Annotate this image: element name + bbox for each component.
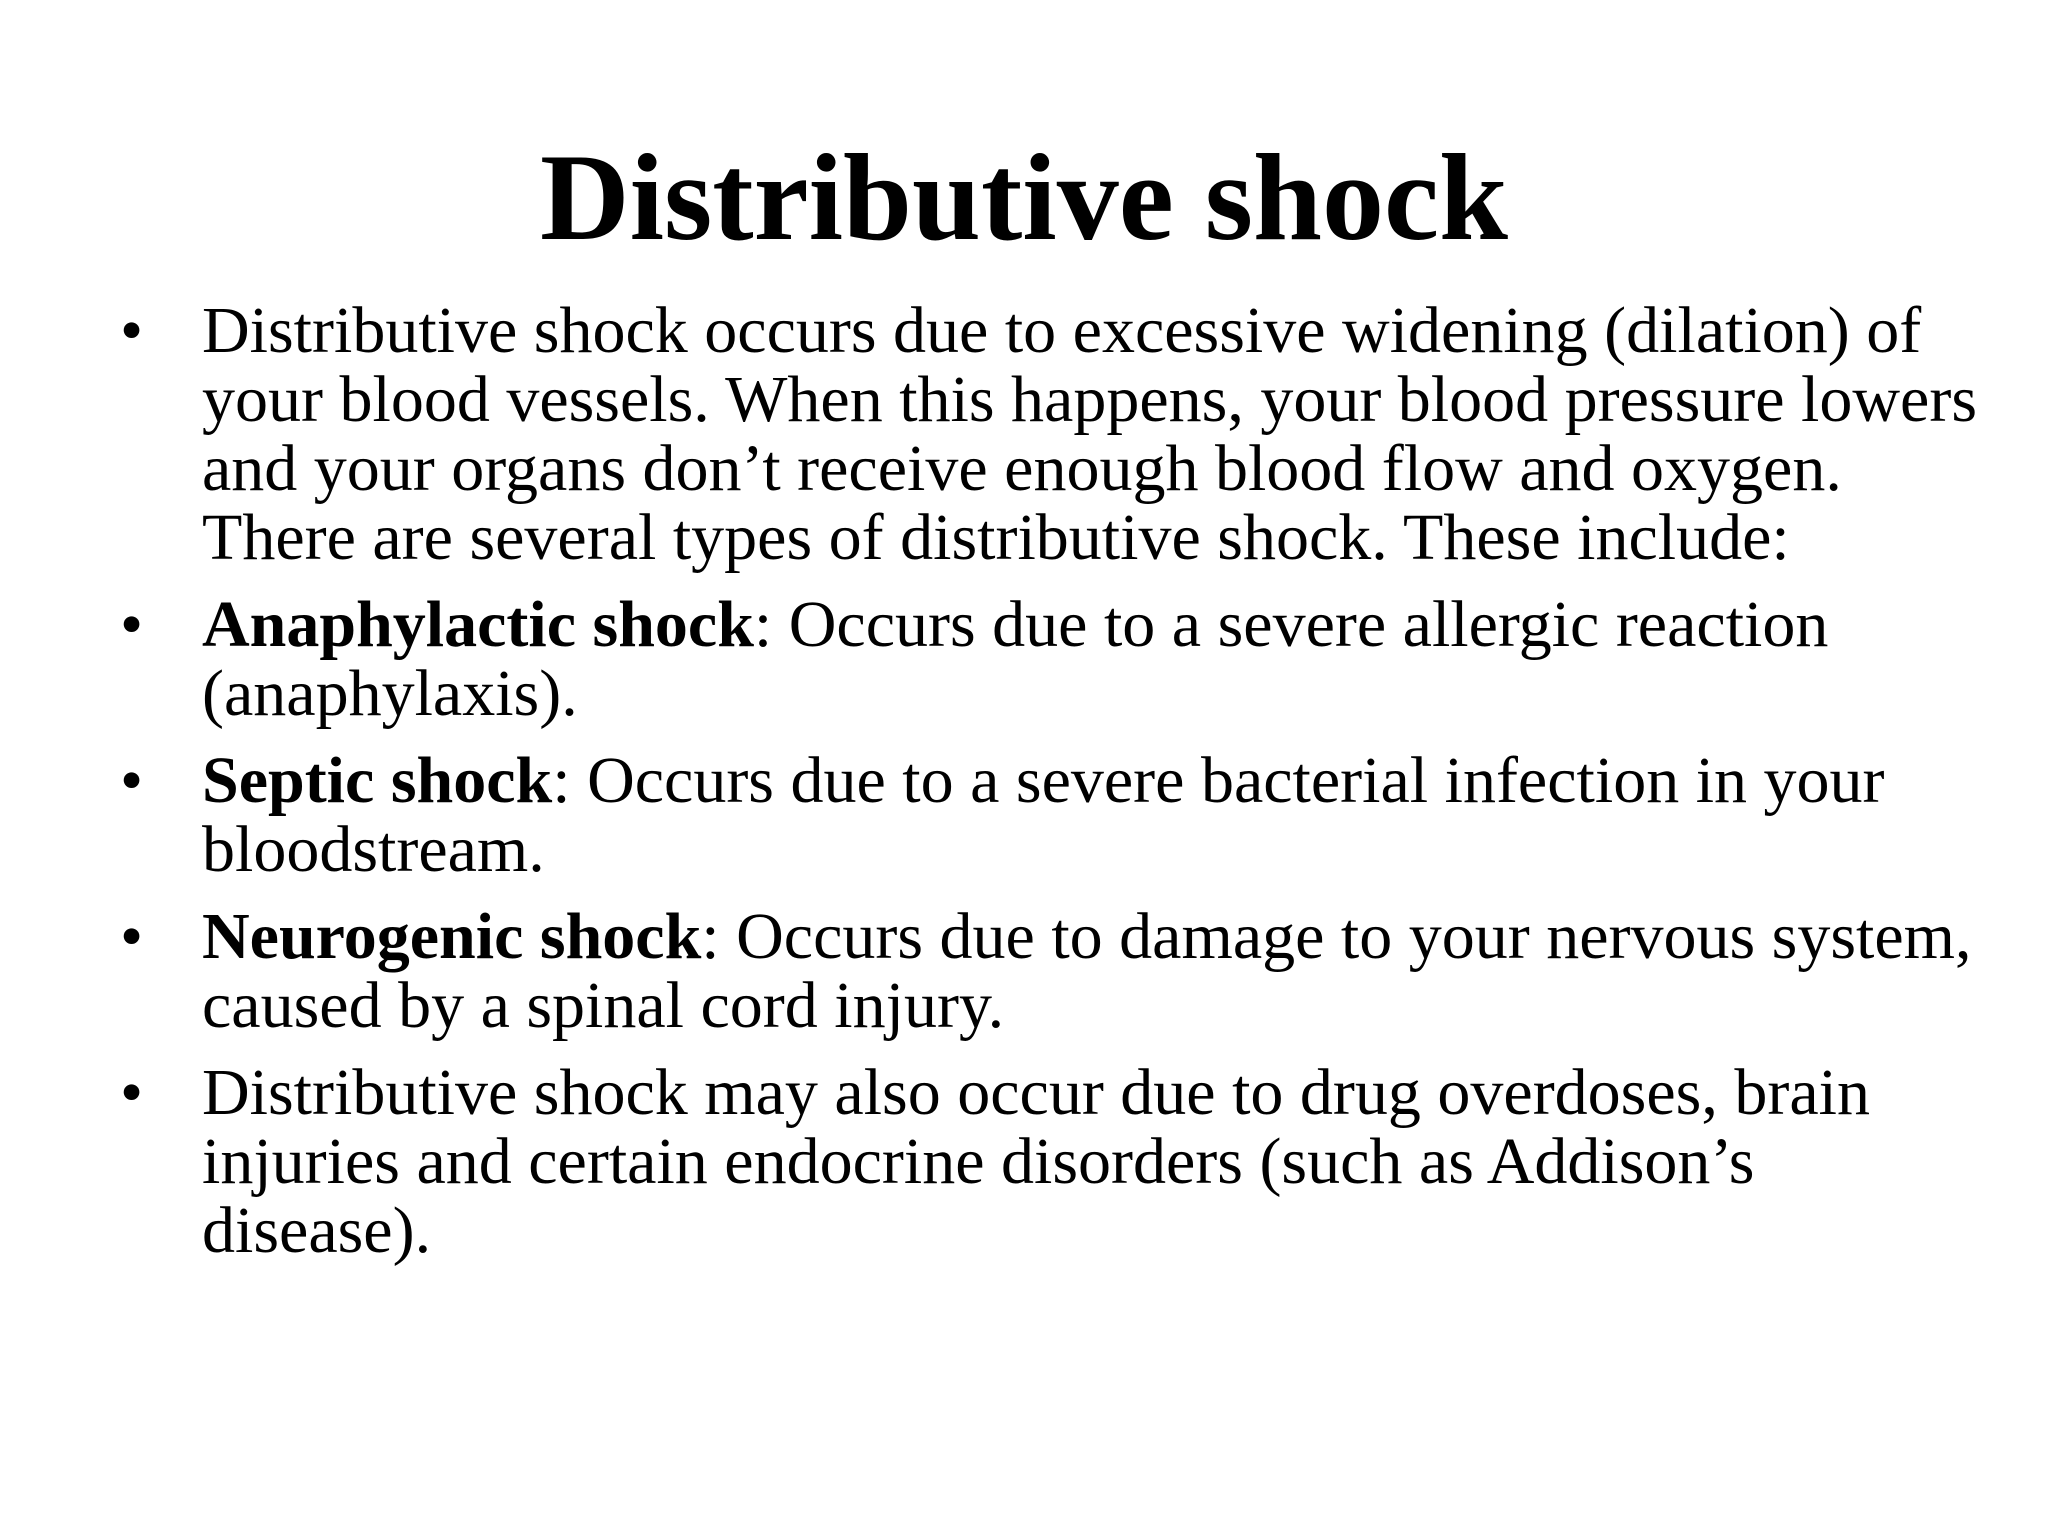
bullet-marker: •: [120, 744, 144, 817]
bullet-marker: •: [120, 1056, 144, 1129]
slide-title: Distributive shock: [540, 129, 1508, 266]
bullet-marker: •: [120, 900, 144, 973]
bullet-item: [120, 1058, 2000, 1265]
bullet-separator: :: [552, 744, 571, 817]
bullet-text: Occurs due to a severe bacterial infection in your bloodstream.: [202, 744, 1885, 886]
bullet-marker: •: [120, 588, 144, 661]
bullet-text: Occurs due to damage to your nervous system, caused by a spinal cord injury.: [202, 900, 1972, 1042]
bullet-separator: :: [753, 588, 773, 661]
bullet-marker: •: [120, 294, 144, 367]
bullet-term: Septic shock: [202, 744, 553, 817]
bullet-text: Occurs due to a severe allergic reaction (anaphylaxis).: [202, 588, 1829, 730]
bullet-text: Distributive shock may also occur due to drug overdoses, brain injuries and certain endocrine disorders (such as Addison’s disease).: [202, 1056, 1870, 1267]
bullet-item: [120, 902, 2000, 1040]
bullet-item: [120, 590, 2000, 728]
bullet-term: Anaphylactic shock: [202, 588, 754, 661]
bullet-item: [120, 746, 2000, 884]
bullet-term: Neurogenic shock: [202, 900, 702, 973]
bullet-list: [120, 296, 2000, 1280]
bullet-text: Distributive shock occurs due to excessive widening (dilation) of your blood vessels. When this happens, your blood pressure lowers and your organs don’t receive enough blood flow and oxygen. There are several types of distributive shock. These include:: [202, 294, 1978, 574]
bullet-separator: :: [701, 900, 720, 973]
bullet-item: [120, 296, 2000, 572]
